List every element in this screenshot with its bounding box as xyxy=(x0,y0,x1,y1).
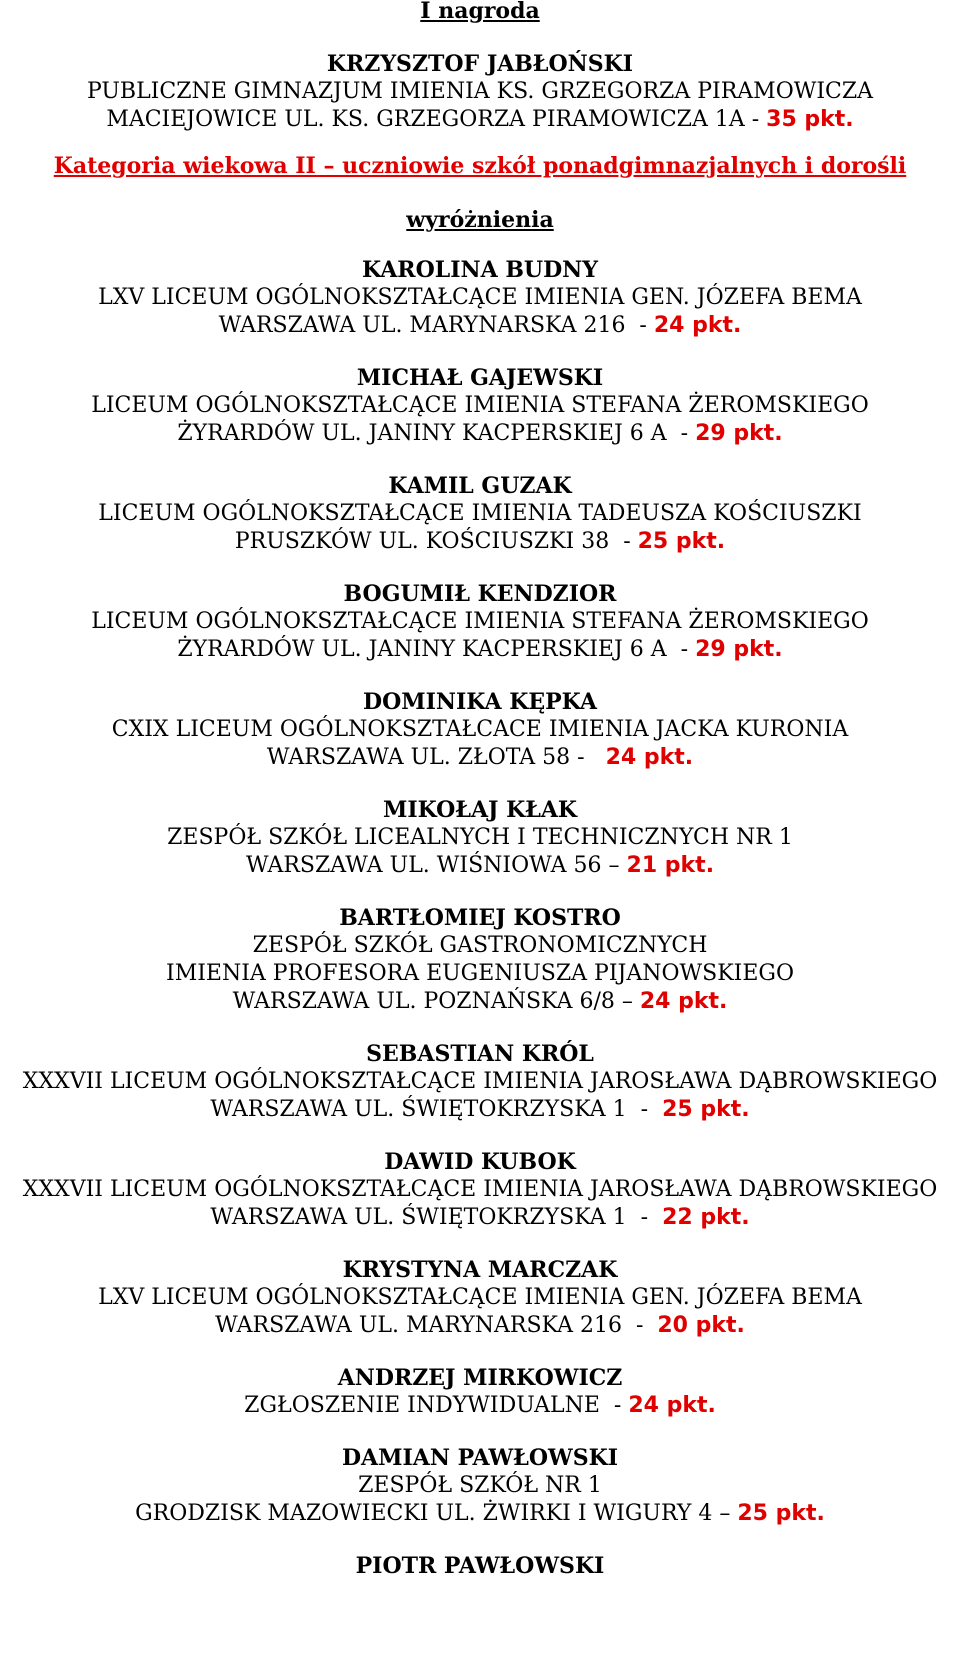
points-value: 29 pkt. xyxy=(695,421,783,446)
award-winner-address-text: MACIEJOWICE UL. KS. GRZEGORZA PIRAMOWICZA 1A - xyxy=(106,107,767,132)
address-line xyxy=(0,528,960,556)
address-text: ZGŁOSZENIE INDYWIDUALNE - xyxy=(244,1393,629,1418)
participant-name: MIKOŁAJ KŁAK xyxy=(382,797,578,823)
school-line: XXXVII LICEUM OGÓLNOKSZTAŁCĄCE IMIENIA JAROSŁAWA DĄBROWSKIEGO xyxy=(22,1069,938,1094)
distinctions-list xyxy=(0,256,960,1580)
participant-name: DAMIAN PAWŁOWSKI xyxy=(341,1445,619,1471)
list-item xyxy=(0,1552,960,1580)
points-value: 29 pkt. xyxy=(695,637,783,662)
points-value: 25 pkt. xyxy=(662,1097,750,1122)
school-line: LICEUM OGÓLNOKSZTAŁCĄCE IMIENIA TADEUSZA KOŚCIUSZKI xyxy=(98,501,862,526)
address-text: ŻYRARDÓW UL. JANINY KACPERSKIEJ 6 A - xyxy=(177,637,696,662)
address-text: WARSZAWA UL. POZNAŃSKA 6/8 – xyxy=(232,989,640,1014)
distinctions-heading: wyróżnienia xyxy=(406,207,554,233)
address-line xyxy=(0,1312,960,1340)
school-line: LICEUM OGÓLNOKSZTAŁCĄCE IMIENIA STEFANA ŻEROMSKIEGO xyxy=(91,393,869,418)
list-item xyxy=(0,904,960,1016)
school-line: XXXVII LICEUM OGÓLNOKSZTAŁCĄCE IMIENIA JAROSŁAWA DĄBROWSKIEGO xyxy=(22,1177,938,1202)
school-line: IMIENIA PROFESORA EUGENIUSZA PIJANOWSKIEGO xyxy=(166,961,794,986)
address-text: GRODZISK MAZOWIECKI UL. ŻWIRKI I WIGURY 4 – xyxy=(135,1501,738,1526)
points-value: 24 pkt. xyxy=(605,745,694,770)
list-item xyxy=(0,796,960,880)
address-text: ŻYRARDÓW UL. JANINY KACPERSKIEJ 6 A - xyxy=(177,421,696,446)
points-value: 21 pkt. xyxy=(626,853,715,878)
school-line: LXV LICEUM OGÓLNOKSZTAŁCĄCE IMIENIA GEN. JÓZEFA BEMA xyxy=(98,1285,862,1310)
address-line xyxy=(0,744,960,772)
award-winner-points: 35 pkt. xyxy=(766,107,854,132)
participant-name: DAWID KUBOK xyxy=(384,1149,576,1175)
school-line: ZESPÓŁ SZKÓŁ GASTRONOMICZNYCH xyxy=(252,933,708,958)
participant-name: SEBASTIAN KRÓL xyxy=(366,1041,594,1067)
points-value: 22 pkt. xyxy=(662,1205,750,1230)
points-value: 24 pkt. xyxy=(639,989,728,1014)
list-item xyxy=(0,688,960,772)
address-line xyxy=(0,1204,960,1232)
list-item xyxy=(0,580,960,664)
list-item xyxy=(0,256,960,340)
list-item xyxy=(0,364,960,448)
points-value: 20 pkt. xyxy=(657,1313,745,1338)
participant-name: KRYSTYNA MARCZAK xyxy=(342,1257,618,1283)
participant-name: DOMINIKA KĘPKA xyxy=(363,689,597,715)
address-text: WARSZAWA UL. MARYNARSKA 216 - xyxy=(215,1313,658,1338)
address-text: WARSZAWA UL. ZŁOTA 58 - xyxy=(266,745,606,770)
address-line xyxy=(0,1392,960,1420)
address-text: WARSZAWA UL. ŚWIĘTOKRZYSKA 1 - xyxy=(210,1097,663,1122)
school-line: LXV LICEUM OGÓLNOKSZTAŁCĄCE IMIENIA GEN. JÓZEFA BEMA xyxy=(98,285,862,310)
address-line xyxy=(0,1500,960,1528)
address-text: PRUSZKÓW UL. KOŚCIUSZKI 38 - xyxy=(234,529,638,554)
address-line xyxy=(0,312,960,340)
list-item xyxy=(0,1040,960,1124)
list-item xyxy=(0,1148,960,1232)
address-text: WARSZAWA UL. WIŚNIOWA 56 – xyxy=(245,853,627,878)
list-item xyxy=(0,1256,960,1340)
participant-name: BARTŁOMIEJ KOSTRO xyxy=(339,905,621,931)
award-winner-school: PUBLICZNE GIMNAZJUM IMIENIA KS. GRZEGORZA PIRAMOWICZA xyxy=(86,79,874,104)
address-line xyxy=(0,636,960,664)
list-item xyxy=(0,1444,960,1528)
award-heading: I nagroda xyxy=(420,0,540,24)
address-line xyxy=(0,988,960,1016)
participant-name: PIOTR PAWŁOWSKI xyxy=(355,1553,605,1579)
address-text: WARSZAWA UL. ŚWIĘTOKRZYSKA 1 - xyxy=(210,1205,663,1230)
award-winner-address xyxy=(0,106,960,134)
category-heading: Kategoria wiekowa II – uczniowie szkół ponadgimnazjalnych i dorośli xyxy=(53,153,907,179)
participant-name: BOGUMIŁ KENDZIOR xyxy=(343,581,617,607)
points-value: 24 pkt. xyxy=(653,313,742,338)
points-value: 25 pkt. xyxy=(637,529,726,554)
address-line xyxy=(0,852,960,880)
school-line: CXIX LICEUM OGÓLNOKSZTAŁCACE IMIENIA JACKA KURONIA xyxy=(111,717,849,742)
points-value: 24 pkt. xyxy=(628,1393,716,1418)
address-text: WARSZAWA UL. MARYNARSKA 216 - xyxy=(218,313,654,338)
list-item xyxy=(0,1364,960,1420)
participant-name: ANDRZEJ MIRKOWICZ xyxy=(337,1365,623,1391)
award-winner-name: KRZYSZTOF JABŁOŃSKI xyxy=(326,51,634,77)
participant-name: MICHAŁ GAJEWSKI xyxy=(356,365,604,391)
participant-name: KAROLINA BUDNY xyxy=(361,257,599,283)
school-line: ZESPÓŁ SZKÓŁ LICEALNYCH I TECHNICZNYCH NR 1 xyxy=(167,825,793,850)
address-line xyxy=(0,1096,960,1124)
school-line: ZESPÓŁ SZKÓŁ NR 1 xyxy=(358,1473,602,1498)
points-value: 25 pkt. xyxy=(737,1501,825,1526)
list-item xyxy=(0,472,960,556)
school-line: LICEUM OGÓLNOKSZTAŁCĄCE IMIENIA STEFANA ŻEROMSKIEGO xyxy=(91,609,869,634)
address-line xyxy=(0,420,960,448)
participant-name: KAMIL GUZAK xyxy=(388,473,572,499)
award-winner-entry xyxy=(0,50,960,134)
